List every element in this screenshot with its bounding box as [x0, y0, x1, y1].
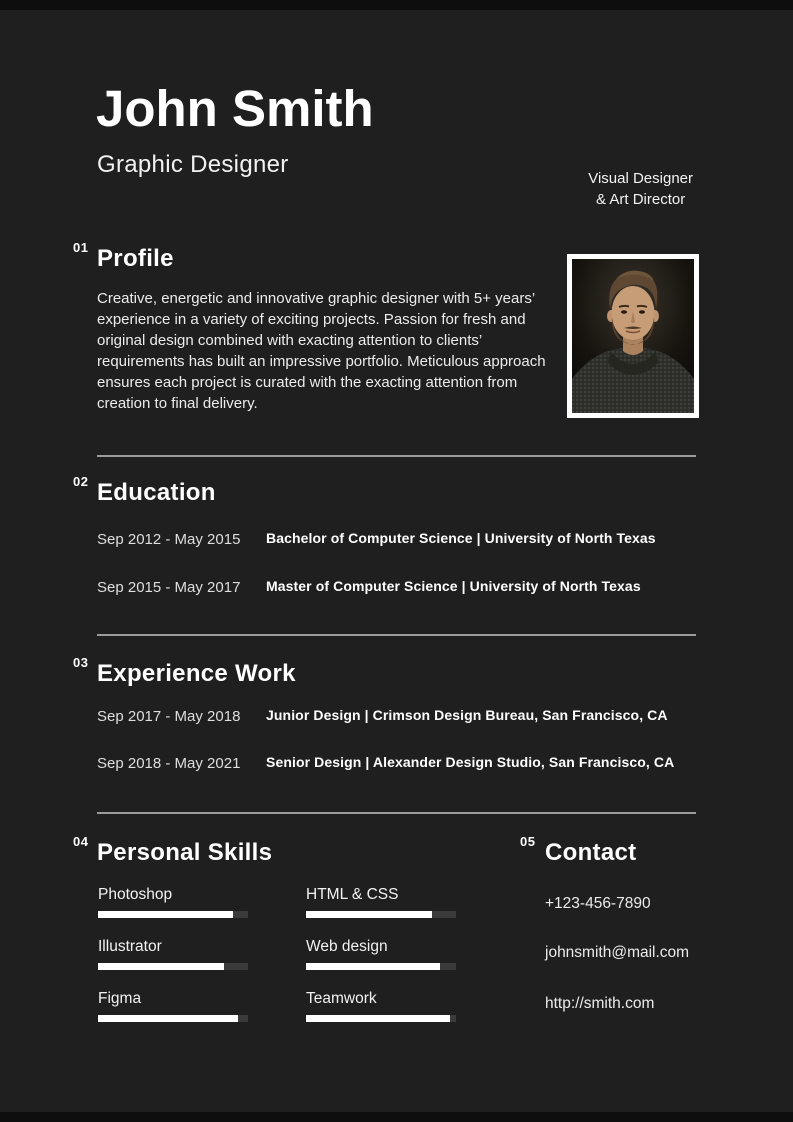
section-number-profile: 01 — [73, 240, 89, 255]
section-number-experience: 03 — [73, 655, 89, 670]
skill-label: Figma — [98, 990, 142, 1007]
side-title-line2: & Art Director — [596, 191, 686, 208]
section-number-contact: 05 — [520, 834, 536, 849]
skill-item — [98, 886, 248, 918]
skill-bar-track — [306, 1015, 456, 1022]
skill-bar-fill — [306, 1015, 450, 1022]
education-row-dates: Sep 2012 - May 2015 — [97, 531, 241, 548]
person-name: John Smith — [96, 80, 374, 137]
skill-item — [98, 990, 248, 1022]
skill-bar-fill — [98, 1015, 238, 1022]
profile-photo — [567, 254, 699, 418]
skill-bar-track — [306, 963, 456, 970]
profile-text: Creative, energetic and innovative graphic designer with 5+ years’ experience in a variety of exciting projects. Passion for fresh and original design combined with exacting attention to clients’ requirements has built an impressive portfolio. Meticulous approach ensures each project is curated with the exacting attention from creation to final delivery. — [97, 290, 546, 412]
skill-item — [98, 938, 248, 970]
skill-bar-track — [98, 963, 248, 970]
section-title-contact: Contact — [545, 839, 637, 866]
education-row-dates: Sep 2015 - May 2017 — [97, 579, 241, 596]
skill-label: Photoshop — [98, 886, 173, 903]
skill-item — [306, 990, 456, 1022]
portrait-illustration — [572, 259, 694, 413]
top-border-bar — [0, 0, 793, 10]
side-title — [588, 168, 693, 210]
side-title-line1: Visual Designer — [588, 170, 693, 187]
contact-website: http://smith.com — [545, 995, 655, 1012]
skill-bar-fill — [98, 911, 233, 918]
experience-row-dates: Sep 2018 - May 2021 — [97, 755, 241, 772]
section-number-education: 02 — [73, 474, 89, 489]
skill-bar-fill — [98, 963, 224, 970]
experience-row-description: Senior Design | Alexander Design Studio, San Francisco, CA — [266, 754, 675, 770]
divider — [97, 812, 696, 814]
job-title: Graphic Designer — [97, 151, 289, 178]
skill-bar-track — [306, 911, 456, 918]
divider — [97, 455, 696, 457]
skill-label: Illustrator — [98, 938, 162, 955]
skill-bar-track — [98, 1015, 248, 1022]
skill-bar-track — [98, 911, 248, 918]
experience-row-dates: Sep 2017 - May 2018 — [97, 708, 241, 725]
skill-item — [306, 938, 456, 970]
section-title-profile: Profile — [97, 245, 174, 272]
section-number-skills: 04 — [73, 834, 89, 849]
bottom-border-bar — [0, 1112, 793, 1122]
education-row-description: Master of Computer Science | University of North Texas — [266, 578, 641, 594]
contact-phone: +123-456-7890 — [545, 895, 651, 912]
section-title-education: Education — [97, 479, 216, 506]
skill-item — [306, 886, 456, 918]
experience-row-description: Junior Design | Crimson Design Bureau, San Francisco, CA — [266, 707, 668, 723]
section-title-skills: Personal Skills — [97, 839, 273, 866]
skill-bar-fill — [306, 911, 432, 918]
skill-label: Teamwork — [306, 990, 377, 1007]
divider — [97, 634, 696, 636]
contact-email: johnsmith@mail.com — [545, 944, 690, 961]
skill-label: Web design — [306, 938, 388, 955]
education-row-description: Bachelor of Computer Science | University of North Texas — [266, 530, 656, 546]
skill-bar-fill — [306, 963, 440, 970]
section-title-experience: Experience Work — [97, 660, 296, 687]
skill-label: HTML & CSS — [306, 886, 399, 903]
